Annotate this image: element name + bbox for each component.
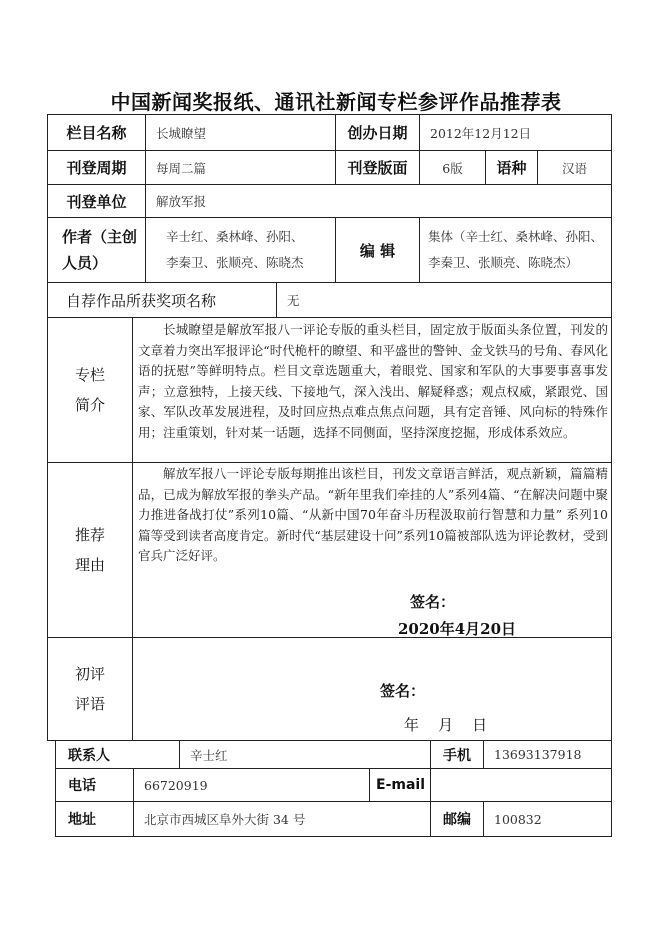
address-label: 地址 [55,801,134,837]
editors-field[interactable]: 集体（辛士红、桑林峰、孙阳、 李秦卫、张顺亮、陈晓杰） [419,217,612,283]
postcode-label: 邮编 [430,801,484,837]
founded-date-label: 创办日期 [335,114,420,151]
page-field[interactable]: 6版 [419,150,486,185]
contact-label: 联系人 [55,740,180,769]
authors-field[interactable]: 辛士红、桑林峰、孙阳、 李秦卫、张顺亮、陈晓杰 [145,217,336,283]
intro-text: 长城瞭望是解放军报八一评论专版的重头栏目，固定放于版面头条位置，刊发的文章着力突出军报评论“时代桅杆的瞭望、和平盛世的警钟、金戈铁马的号角、春风化语的抚慰”等鲜明特点。栏目文章选题重大，着眼党、国家和军队的大事要事喜事发声；立意独特，上接天线、下接地气，深入浅出、解疑释惑；观点权威，紧跟党、国家、军队改革发展进程，及时回应热点难点焦点问题，具有定音锤、风向标的特殊作用；注重策划，针对某一话题，选择不同侧面，坚持深度挖掘，形成体系效应。 [138,322,608,440]
reason-text: 解放军报八一评论专版每期推出该栏目，刊发文章语言鲜活，观点新颖，篇篇精品，已成为解放军报的拳头产品。“新年里我们牵挂的人”系列4篇、“在解决问题中聚力推进备战打仗”系列10篇、“从新中国70年奋斗历程汲取前行智慧和力量” 系列10篇等受到读者高度肯定。新时代“基层建设十问”系列10篇被部队选为评论教材，受到官兵广泛好评。 [138,466,608,563]
founded-date-field[interactable]: 2012年12月12日 [419,114,612,151]
reason-signature-label: 签名： [410,593,456,611]
address-field[interactable]: 北京市西城区阜外大街 34 号 [133,801,431,837]
mobile-label: 手机 [430,740,484,769]
awards-field[interactable]: 无 [276,282,612,318]
authors-label: 作者（主创 人员） [47,217,146,283]
publisher-field[interactable]: 解放军报 [145,184,612,218]
review-date: 年 月 日 [404,716,488,734]
postcode-field[interactable]: 100832 [483,801,612,837]
review-label: 初评 评语 [47,637,133,741]
language-field[interactable]: 汉语 [537,150,612,185]
page-label: 刊登版面 [335,150,420,185]
period-label: 刊登周期 [47,150,146,185]
publisher-label: 刊登单位 [47,184,146,218]
phone-label: 电话 [55,768,134,802]
period-field[interactable]: 每周二篇 [145,150,336,185]
email-field[interactable] [430,768,612,802]
review-signature-label: 签名： [380,682,426,700]
phone-field[interactable]: 66720919 [133,768,370,802]
form-title: 中国新闻奖报纸、通讯社新闻专栏参评作品推荐表 [110,90,562,114]
language-label: 语种 [485,150,538,185]
intro-label: 专栏 简介 [47,317,133,463]
review-box[interactable] [132,637,612,741]
column-name-field[interactable]: 长城瞭望 [145,114,336,151]
editors-label: 编 辑 [335,217,420,283]
email-label: E-mail [369,768,431,802]
reason-date: 2020年4月20日 [398,620,517,638]
contact-field[interactable]: 辛士红 [179,740,431,769]
mobile-field[interactable]: 13693137918 [483,740,612,769]
column-name-label: 栏目名称 [47,114,146,151]
reason-label: 推荐 理由 [47,462,133,638]
awards-label: 自荐作品所获奖项名称 [47,282,277,318]
